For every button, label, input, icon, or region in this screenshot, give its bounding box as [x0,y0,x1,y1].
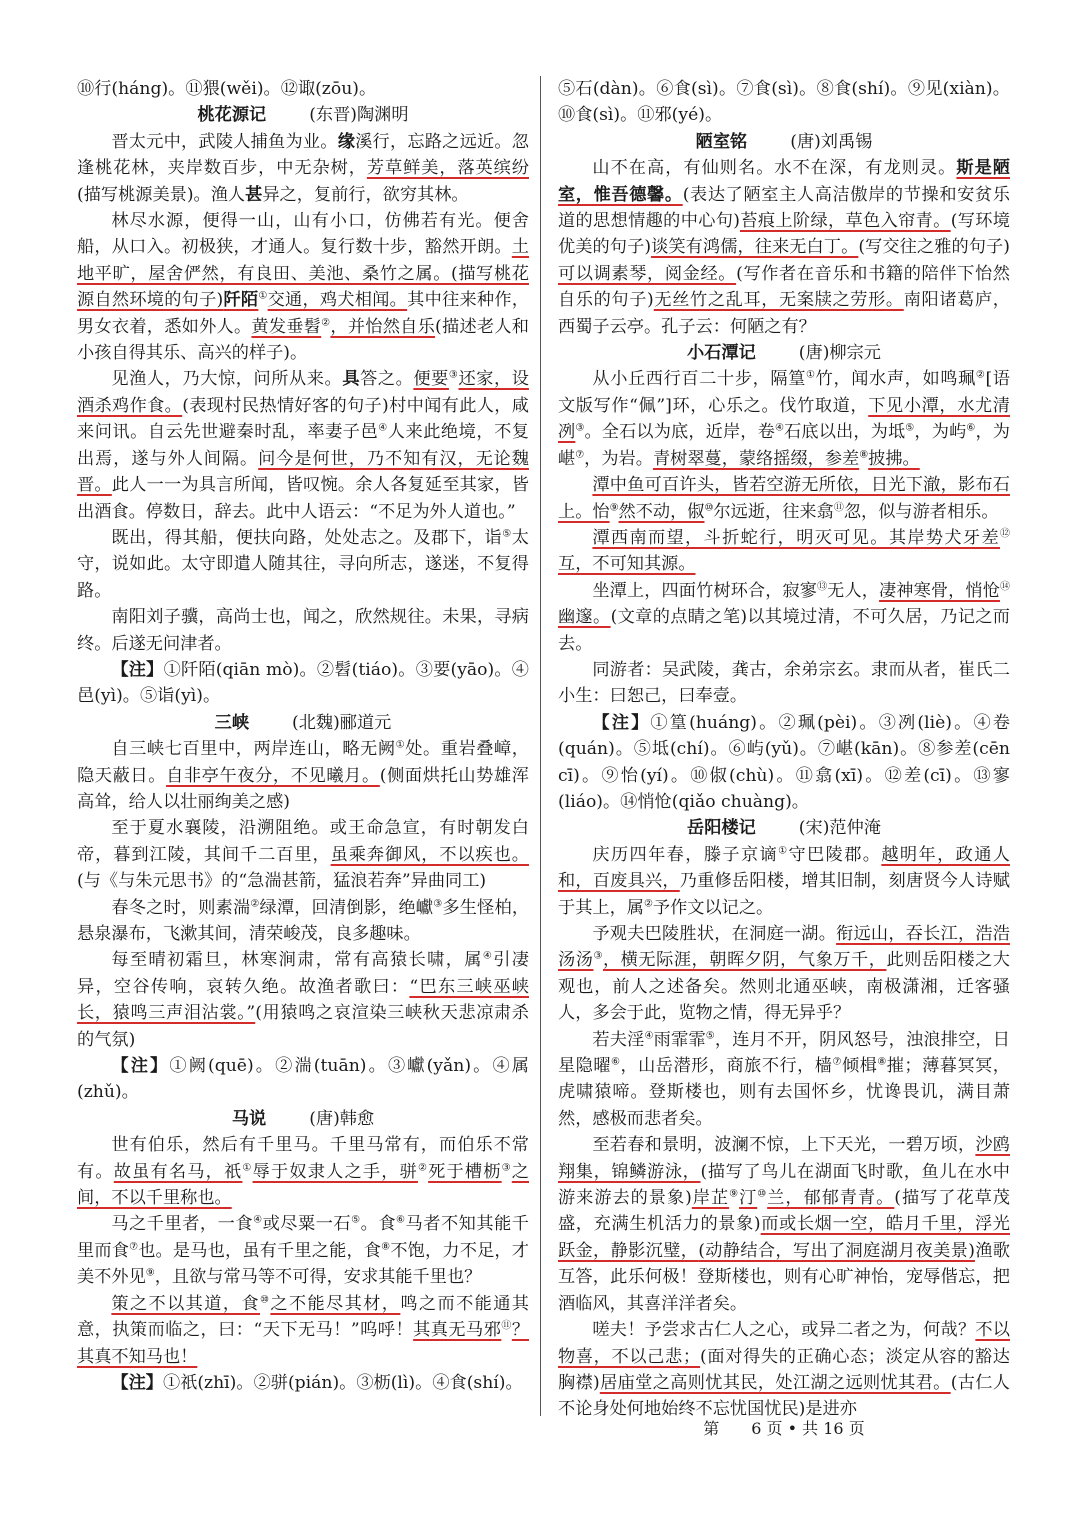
text-run: 无人， [827,580,880,601]
text-run: ，并怡然自乐 [330,316,436,337]
text-run: ①阡陌(qiān mò)。②髫(tiáo)。③要(yāo)。④邑(yì)。⑤诣(yì)。 [77,659,529,707]
mashuo-notes [77,1370,529,1396]
text-run: 人来此绝境，不复出焉，遂与外人间隔。 [77,422,529,469]
text-run: 居庙堂之高则忧其民，处江湖之远则忧其君。 [599,1372,951,1393]
top-notes-left: ⑩行(háng)。⑪猥(wěi)。⑫诹(zōu)。 [77,79,377,99]
text-run: 晋太元中，武陵人捕鱼为业。 [111,131,338,152]
text-run: 虽乘奔御风，不以疾也。 [330,844,529,865]
left-column [77,76,529,1396]
text-run: 予观夫巴陵胜状，在洞庭一湖。 [592,924,837,944]
text-run: ，山岳潜形，商旅不行，樯 [620,1056,833,1077]
text-run: ，为屿 [914,422,967,443]
text-run: 然不动，俶 [618,501,705,522]
title-mashuo [77,1106,529,1132]
taohua-notes [77,657,529,710]
text-run: 乃重修岳阳楼，增其旧制，刻唐贤今人诗赋于其上，属 [558,871,1010,918]
text-run: 嗟夫！予尝求古仁人之心，或异二者之为，何哉？ [592,1320,976,1341]
text-run: 山不在高，有仙则名。水不在深，有龙则灵。 [592,158,957,179]
text-run: (侧面烘托山势雄浑高耸，给人以壮丽绚美之感) [77,765,529,812]
text-run: 多生怪柏，悬泉瀑布，飞漱其间，清荣峻茂，良多趣味。 [77,897,530,944]
text-run: [语文版写作“佩”]环，心乐之。伐竹取道， [558,369,1010,416]
footnote-marker: ⑤ [905,422,915,434]
text-run: 岸芷 [691,1188,730,1209]
loushi-para-1 [558,155,1010,340]
text-run: 若夫淫 [592,1029,645,1050]
text-run: 【注】 [592,712,651,733]
text-run: 策之不以其道，食 [111,1293,260,1314]
footnote-marker: ③ [501,1161,512,1173]
text-run: 其中往来种作，男女衣着，悉如外人。 [77,290,529,337]
xiaoshitan-para-2 [558,472,1010,525]
text-run: (写作者在音乐和书籍的陪伴下怡然自乐的句子) [558,263,1010,311]
text-run: (唐)韩愈 [309,1108,375,1129]
text-run: 之不能尽其材， [270,1293,401,1314]
footnote-marker: ② [250,897,260,909]
yueyang-para-5 [558,1317,1010,1423]
text-run: 阡陌 [223,290,259,311]
title-taohuayuanji [77,102,529,128]
text-run: 或尽粟一石 [262,1214,352,1235]
footnote-marker: ⑤ [705,1029,715,1041]
footnote-marker: ① [778,845,789,857]
yueyang-para-3 [558,1027,1010,1133]
footnote-marker: ⑪ [833,501,844,513]
text-run: ①篁(huáng)。②珮(pèi)。③冽(liè)。④卷(quán)。⑤坻(chí)。⑥屿(yǔ)。⑦嵁(kān)。⑧参差(cēn cī)。⑨怡(yí)。⑩俶(chù)。⑪翕(xī)。⑫差(cī)。⑬寥(liáo)。⑭悄怆(qiǎo chuàng)。 [558,712,1010,812]
text-run: 见渔人，乃大惊，问所从来。 [111,369,343,390]
text-run: 凄神寒骨，悄怆 [879,580,1000,601]
footnote-marker: ② [321,316,331,328]
text-run: 竹，闻水声，如鸣珮 [815,369,976,390]
right-column [558,76,1010,1423]
text-run: 小石潭记 [687,343,756,364]
footnote-marker: ⑪ [501,1320,512,1332]
yueyang-para-1 [558,842,1010,921]
text-run: (唐)刘禹锡 [790,131,873,152]
footnote-marker: ③ [433,897,443,909]
text-run: 具 [342,369,361,390]
text-run: 之间，不以千里称也。 [77,1161,529,1209]
text-run: (写环境优美的句子) [558,211,1010,258]
text-run: 太守，说如此。太守即遣人随其往，寻向所志，遂迷，不复得路。 [77,527,529,601]
footnote-marker: ⑧ [381,1241,391,1253]
top-notes-right: ⑤石(dàn)。⑥食(sì)。⑦食(sì)。⑧食(shí)。⑨见(xiàn)。⑩食(sì)。⑪邪(yé)。 [558,79,1010,126]
xiaoshitan-para-4 [558,578,1010,657]
sanxia-para-1 [77,736,529,815]
text-run: 缘 [337,131,356,152]
text-run: 斯是陋室，惟吾德馨。 [558,158,1010,205]
text-run: 至若春和景明，波澜不惊，上下天光，一碧万顷， [592,1135,976,1156]
text-run: 三峡 [214,712,250,733]
footnote-marker: ⑤ [502,528,512,540]
footnote-marker: ⑩ [757,1188,768,1200]
footnote-marker: ⑥ [396,1214,406,1226]
text-run: 尔远逝， [713,501,783,522]
text-run: 甚 [245,184,263,205]
text-run: 其真无马邪 [413,1320,502,1341]
text-run: 林尽水源，便得一山，山有小口，仿佛若有光。便舍船，从口入。初极狭，才通人。复行数十步，豁然开朗。 [77,211,529,258]
text-run: 桃花源记 [197,105,267,126]
text-run: ，横无际涯，朝晖夕阴，气象万千， [602,950,887,971]
text-run: 不饱，力不足，才美不外见 [77,1240,529,1288]
footnote-marker: ④ [378,422,388,434]
footnote-marker: ⑥ [611,1056,621,1068]
text-run: (北魏)郦道元 [292,712,392,733]
text-run: (古仁人不论身处何地始终不忘忧国忧民)是进亦 [558,1372,1010,1420]
text-run: 死于槽枥 [428,1161,502,1182]
text-run: 交通，鸡犬相闻。 [267,290,408,311]
text-run: (东晋)陶渊明 [309,105,409,126]
text-run: (表现村民热情好客的句子)村中闻有此人，咸来问讯。自云先世避秦时乱，率妻子邑 [77,395,529,443]
text-run: 坐潭上，四面竹树环合，寂寥 [592,580,818,601]
text-run: ，连月不开，阴风怒号，浊浪排空，日星隐曜 [558,1029,1010,1077]
text-run: 世有伯乐，然后有千里马。千里马常有，而伯乐不常有。 [77,1135,529,1182]
title-loushiming [558,129,1010,155]
text-run: 溪行，忘路之远近。忽逢桃花林，夹岸数百步，中无杂树， [77,131,529,179]
taohua-para-2 [77,208,529,366]
text-run: 倾楫 [841,1056,878,1077]
text-run: ？其真不知马也！ [77,1320,530,1367]
text-run: 南阳诸葛庐，西蜀子云亭。孔子云：何陋之有？ [558,290,1010,337]
footnote-marker: ④ [774,422,785,434]
xiaoshitan-para-1 [558,366,1010,472]
text-run: 衔远山，吞长江，浩浩汤汤 [558,924,1010,971]
text-run: 从小丘西行百二十步，隔篁 [592,369,807,390]
text-run: 答之。 [360,369,414,390]
text-run: 无丝竹之乱耳，无案牍之劳形。 [653,290,904,311]
footnote-marker: ⑦ [575,448,585,460]
text-run: 沙鸥翔集，锦鳞游泳， [558,1135,1010,1182]
text-run: 绿潭，回清倒影，绝巘 [259,897,434,918]
text-run: 忽，似与游者相乐。 [843,501,999,522]
footnote-marker: ⑭ [1000,580,1010,592]
text-run: 便要 [413,369,449,390]
yueyang-para-2 [558,921,1010,1027]
footnote-marker: ⑫ [1000,528,1010,540]
text-run: 黄发垂髫 [251,316,322,337]
text-run: (写交往之雅的句子) [858,237,1010,258]
text-run: 岳阳楼记 [687,818,756,839]
text-run: 披拂。 [868,448,920,469]
mashuo-para-1 [77,1132,529,1211]
text-run: 春冬之时，则素湍 [111,897,251,918]
yueyang-para-4 [558,1132,1010,1317]
taohua-para-1 [77,129,529,208]
text-run: (唐)柳宗元 [798,343,881,364]
text-run: ，为嵁 [558,422,1010,469]
text-run: 下见小潭，水尤清冽 [558,395,1010,443]
title-yueyanglouji [558,815,1010,841]
text-run: 故虽有名马，祇 [113,1161,243,1182]
text-run: 自三峡七百里中，两岸连山，略无阙 [111,739,396,760]
text-run: (表达了陋室主人高洁傲岸的节操和安贫乐道的思想情趣的中心句) [558,184,1010,232]
sanxia-para-3 [77,895,529,948]
text-run: (动静结合，写出了洞庭湖月夜美景) [698,1240,975,1261]
footnote-marker: ① [395,739,406,751]
text-run: (描写桃花源自然环境的句子) [77,263,529,311]
footnote-marker: ⑧ [877,1056,887,1068]
footnote-marker: ④ [253,1214,263,1226]
text-run: 越明年，政通人和，百废具兴， [558,844,1010,892]
text-run: 马者不知其能千里而食 [77,1214,529,1261]
footnote-marker: ② [975,369,986,381]
text-run: (与《与朱元思书》的“急湍甚箭，猛浪若奔”异曲同工) [77,871,487,892]
text-run: 石底以出，为坻 [784,422,906,443]
text-run: 【注】 [111,1372,163,1393]
text-run: 谈笑有鸿儒，往来无白丁。 [651,237,859,258]
footnote-marker: ③ [448,369,459,381]
text-run: 幽邃。 [558,607,611,628]
footnote-marker: ④ [482,950,494,962]
text-run: “巴东三峡巫峡长，猿鸣三声泪沾裳。” [77,976,529,1024]
text-run: 还家，设酒杀鸡作食。 [77,369,529,416]
text-run: 每至晴初霜旦，林寒涧肃，常有高猿长啸，属 [111,950,483,971]
text-run: (文章的点睛之笔)以其境过清，不可久居，乃记之而去。 [558,607,1010,654]
text-run: 芳草鲜美，落英缤纷 [366,158,529,179]
text-run: (描写桃源美景)。渔人 [77,184,246,205]
sanxia-para-4 [77,947,529,1053]
text-run: 摧；薄暮冥冥，虎啸猿啼。登斯楼也，则有去国怀乡，忧谗畏讥，满目萧然，感极而悲者矣。 [558,1056,1010,1129]
text-run: ，为岩。 [584,448,653,469]
text-run: 不以物喜，不以己悲； [558,1320,1010,1367]
text-run: 互，不可知其源。 [558,554,696,575]
text-run: 马之千里者，一食 [111,1214,254,1235]
text-run: 雨霏霏 [653,1029,706,1050]
text-run: 庆历四年春，滕子京谪 [592,844,779,865]
footnote-marker: ⑨ [145,1267,155,1279]
footnote-marker: ⑨ [729,1188,740,1200]
mashuo-para-3 [77,1291,529,1370]
page-footer: 第 6 页 • 共 16 页 [703,1419,865,1438]
text-run: 。食 [360,1214,397,1235]
text-run: 辱于奴隶人之手，骈 [252,1161,418,1182]
text-run: (描写了花草茂盛，充满生机活力的景象) [558,1188,1010,1235]
footnote-marker: ④ [644,1029,654,1041]
text-run: ①阙(quē)。②湍(tuān)。③巘(yǎn)。④属(zhǔ)。 [77,1056,529,1103]
text-run: 既出，得其船，便扶向路，处处志之。及郡下，诣 [111,527,503,548]
text-run: 青树翠蔓，蒙络摇缀，参差 [652,448,860,469]
text-run: ①祇(zhī)。②骈(pián)。③枥(lì)。④食(shí)。 [162,1372,523,1393]
text-run: 问今是何世，乃不知有汉，无论魏晋。 [77,448,529,496]
footnote-marker: ⑩ [704,501,714,513]
text-run: 可以调素琴，阅金经。 [558,263,737,284]
sanxia-para-2 [77,815,529,894]
footnote-marker: ⑨ [609,501,619,513]
title-sanxia [77,710,529,736]
sanxia-notes [77,1053,529,1106]
text-run: 渔歌互答，此乐何极！登斯楼也，则有心旷神怡，宠辱偕忘，把酒临风，其喜洋洋者矣。 [558,1240,1010,1314]
taohua-para-5: 南阳刘子骥，高尚士也，闻之，欣然规往。未果，寻病终。后遂无问津者。 [77,607,529,654]
title-xiaoshitanji [558,340,1010,366]
footnote-marker: ① [258,290,268,302]
footnote-marker: ① [806,369,816,381]
text-run: 此人一一为具言所闻，皆叹惋。余人各复延至其家，皆出酒食。停数日，辞去。此中人语云：“不足为外人道也。” [77,475,529,522]
xiaoshitan-notes [558,710,1010,816]
column-divider [540,76,541,1416]
text-run: ，且欲与常马等不可得，安求其能千里也？ [154,1267,482,1288]
footnote-marker: ② [643,897,653,909]
text-run: 也。是马也，虽有千里之能，食 [138,1240,382,1261]
taohua-para-3 [77,366,529,524]
text-run: (面对得失的正确心态；淡定从容的豁达胸襟) [558,1346,1010,1393]
text-run: 鸣之而不能通其意，执策而临之，曰：“天下无马！”呜呼！ [77,1293,529,1341]
footnote-marker: ⑧ [859,448,869,460]
footnote-marker: ⑬ [817,580,828,592]
text-run: 处。重岩叠嶂，隐天蔽日。 [77,739,529,786]
text-run: 陋室铭 [695,131,748,152]
text-run: (描述老人和小孩自得其乐、高兴的样子)。 [77,316,529,364]
footnote-marker: ③ [575,422,585,434]
xiaoshitan-para-3 [558,525,1010,578]
text-run: 异之，复前行，欲穷其林。 [262,184,469,205]
text-run: 。全石以为底，近岸，卷 [584,422,775,443]
text-run: 而或长烟一空，皓月千里，浮光跃金，静影沉璧， [558,1214,1010,1261]
text-run: 苔痕上阶绿，草色入帘青。 [740,211,951,232]
text-run: 兰，郁郁青青。 [767,1188,895,1209]
footnote-marker: ⑥ [966,422,976,434]
mashuo-para-2 [77,1211,529,1290]
text-run: 予作文以记之。 [652,897,774,918]
text-run: 马说 [231,1108,267,1129]
text-run: (用猿鸣之哀渲染三峡秋天悲凉肃杀的气氛) [77,1003,529,1050]
text-run: 往来翕 [782,501,834,522]
text-run: 【注】 [111,659,164,680]
footnote-marker: ③ [593,950,603,962]
text-run: 守巴陵郡。 [788,844,882,865]
text-run: 潭中鱼可百许头，皆若空游无所依，日光下澈，影布石上。怡 [558,475,1010,522]
footnote-marker: ⑤ [351,1214,361,1226]
footnote-marker: ② [417,1161,429,1173]
footnote-marker: ⑦ [129,1241,139,1253]
text-run: 此则岳阳楼之大观也，前人之述备矣。然则北通巫峡，南极潇湘，迁客骚人，多会于此，览物之情，得无异乎？ [558,950,1010,1024]
text-run: 土地平旷，屋舍俨然，有良田、美池、桑竹之属。 [77,237,529,284]
text-run: 至于夏水襄陵，沿溯阻绝。或王命急宣，有时朝发白帝，暮到江陵，其间千二百里， [77,818,529,865]
text-run: 潭西南而望，斗折蛇行，明灭可见。其岸势犬牙差 [592,527,1000,548]
text-run: 【注】 [111,1056,170,1077]
text-run: (描写了鸟儿在湖面飞时歌，鱼儿在水中游来游去的景象) [558,1161,1010,1209]
xiaoshitan-para-5: 同游者：吴武陵，龚古，余弟宗玄。隶而从者，崔氏二小生：曰恕己，曰奉壹。 [558,659,1010,707]
footnote-marker: ⑦ [832,1056,842,1068]
text-run: (宋)范仲淹 [798,818,881,839]
text-run: 汀 [739,1188,758,1209]
text-run: 自非亭午夜分，不见曦月。 [166,765,380,786]
footnote-marker: ⑩ [259,1293,271,1305]
footnote-marker: ① [242,1161,253,1173]
text-run: 引凄异，空谷传响，哀转久绝。故渔者歌曰： [77,950,529,997]
taohua-para-4 [77,525,529,604]
